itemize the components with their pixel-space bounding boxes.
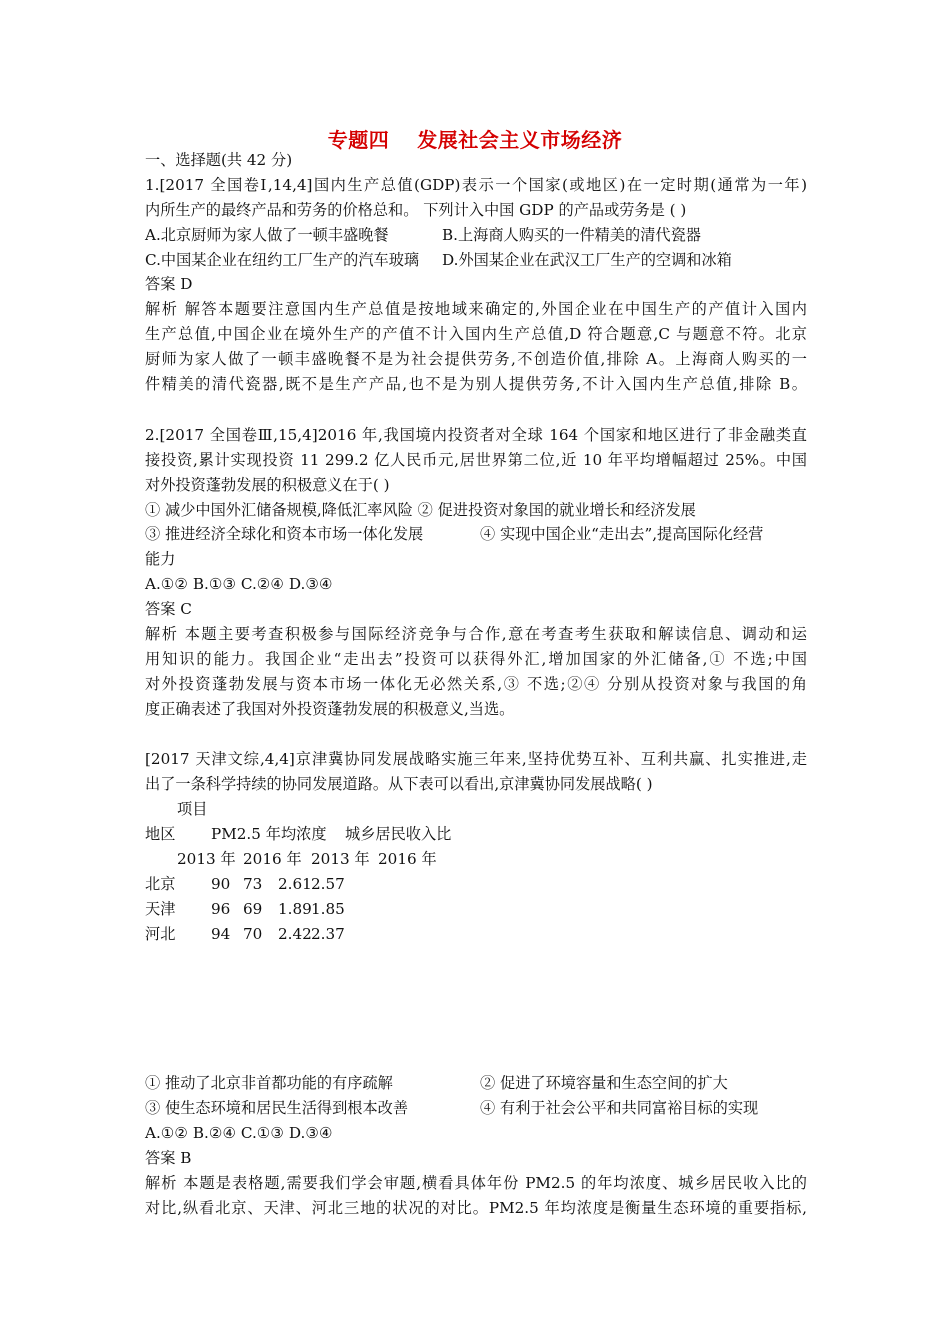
q1-option-c: C.中国某企业在纽约工厂生产的汽车玻璃	[145, 251, 420, 269]
q3-analysis-line: 对比,纵看北京、天津、河北三地的状况的对比。PM2.5 年均浓度是衡量生态环境的重要指标,	[145, 1199, 807, 1217]
q1-answer: 答案 D	[145, 275, 193, 293]
q2-answer: 答案 C	[145, 600, 192, 618]
q3-choices: A.①② B.②④ C.①③ D.③④	[145, 1124, 333, 1142]
table-row-region: 天津	[145, 900, 176, 918]
q2-analysis-line: 对外投资蓬勃发展与资本市场一体化无必然关系,③ 不选;②④ 分别从投资对象与我国的角	[145, 675, 807, 693]
table-cell: 1.85	[311, 900, 345, 918]
section-heading: 一、选择题(共 42 分)	[145, 151, 293, 169]
q1-option-d: D.外国某企业在武汉工厂生产的空调和冰箱	[442, 251, 732, 269]
table-cell: 2.61	[278, 875, 312, 893]
table-year-header: 2013 年	[311, 850, 370, 868]
q3-item-2: ② 促进了环境容量和生态空间的扩大	[480, 1074, 728, 1092]
q2-item-4-continued: 能力	[145, 550, 176, 568]
q2-analysis-line: 解析 本题主要考查积极参与国际经济竞争与合作,意在考查考生获取和解读信息、调动和运	[145, 625, 807, 643]
title-part-1: 专题四	[327, 128, 390, 152]
page-title	[0, 124, 950, 153]
title-part-2: 发展社会主义市场经济	[417, 128, 623, 152]
table-year-header: 2016 年	[243, 850, 302, 868]
q1-analysis-line: 件精美的清代瓷器,既不是生产产品,也不是为别人提供劳务,不计入国内生产总值,排除 B。	[145, 375, 807, 393]
q2-item-line: ① 减少中国外汇储备规模,降低汇率风险 ② 促进投资对象国的就业增长和经济发展	[145, 501, 696, 519]
table-cell: 90	[211, 875, 231, 893]
table-cell: 94	[211, 925, 231, 943]
table-cell: 1.89	[278, 900, 312, 918]
table-year-header: 2013 年	[177, 850, 236, 868]
q3-item-3: ③ 使生态环境和居民生活得到根本改善	[145, 1099, 409, 1117]
q3-answer: 答案 B	[145, 1149, 192, 1167]
table-row-region: 河北	[145, 925, 176, 943]
table-group-header: 城乡居民收入比	[345, 825, 452, 843]
table-cell: 70	[243, 925, 263, 943]
q3-item-1: ① 推动了北京非首都功能的有序疏解	[145, 1074, 393, 1092]
table-corner-bottom: 地区	[145, 825, 176, 843]
q2-stem-line: 2.[2017 全国卷Ⅲ,15,4]2016 年,我国境内投资者对全球 164 个国家和地区进行了非金融类直	[145, 426, 807, 444]
q3-item-4: ④ 有利于社会公平和共同富裕目标的实现	[480, 1099, 759, 1117]
table-cell: 96	[211, 900, 231, 918]
q1-option-a: A.北京厨师为家人做了一顿丰盛晚餐	[145, 226, 389, 244]
table-cell: 2.57	[311, 875, 345, 893]
q1-analysis-line: 厨师为家人做了一顿丰盛晚餐不是为社会提供劳务,不创造价值,排除 A。上海商人购买的一	[145, 350, 807, 368]
table-cell: 2.37	[311, 925, 345, 943]
q2-stem-line: 对外投资蓬勃发展的积极意义在于( )	[145, 476, 390, 494]
q2-stem-line: 接投资,累计实现投资 11 299.2 亿人民币元,居世界第二位,近 10 年平均增幅超过 25%。中国	[145, 451, 807, 469]
q2-item-3: ③ 推进经济全球化和资本市场一体化发展	[145, 525, 424, 543]
q3-analysis-line: 解析 本题是表格题,需要我们学会审题,横看具体年份 PM2.5 的年均浓度、城乡居民收入比的	[145, 1174, 807, 1192]
table-cell: 73	[243, 875, 263, 893]
table-year-header: 2016 年	[378, 850, 437, 868]
q1-analysis-line: 生产总值,中国企业在境外生产的产值不计入国内生产总值,D 符合题意,C 与题意不符。北京	[145, 325, 807, 343]
q3-stem-line: [2017 天津文综,4,4]京津冀协同发展战略实施三年来,坚持优势互补、互利共赢、扎实推进,走	[145, 750, 807, 768]
table-corner-top: 项目	[177, 800, 208, 818]
table-row-region: 北京	[145, 875, 176, 893]
table-cell: 2.42	[278, 925, 312, 943]
q1-analysis-line: 解析 解答本题要注意国内生产总值是按地域来确定的,外国企业在中国生产的产值计入国内	[145, 300, 807, 318]
q1-option-b: B.上海商人购买的一件精美的清代瓷器	[442, 226, 701, 244]
table-group-header: PM2.5 年均浓度	[211, 825, 327, 843]
q2-choices: A.①② B.①③ C.②④ D.③④	[145, 575, 333, 593]
q3-stem-line: 出了一条科学持续的协同发展道路。从下表可以看出,京津冀协同发展战略( )	[145, 775, 653, 793]
q2-analysis-line: 用知识的能力。我国企业“走出去”投资可以获得外汇,增加国家的外汇储备,① 不选;中国	[145, 650, 807, 668]
q2-item-4: ④ 实现中国企业“走出去”,提高国际化经营	[480, 525, 764, 543]
table-cell: 69	[243, 900, 263, 918]
q1-stem-line: 内所生产的最终产品和劳务的价格总和。 下列计入中国 GDP 的产品或劳务是 ( )	[145, 201, 687, 219]
q1-stem-line: 1.[2017 全国卷Ⅰ,14,4]国内生产总值(GDP)表示一个国家(或地区)在一定时期(通常为一年)	[145, 176, 807, 194]
q2-analysis-line: 度正确表述了我国对外投资蓬勃发展的积极意义,当选。	[145, 700, 515, 718]
